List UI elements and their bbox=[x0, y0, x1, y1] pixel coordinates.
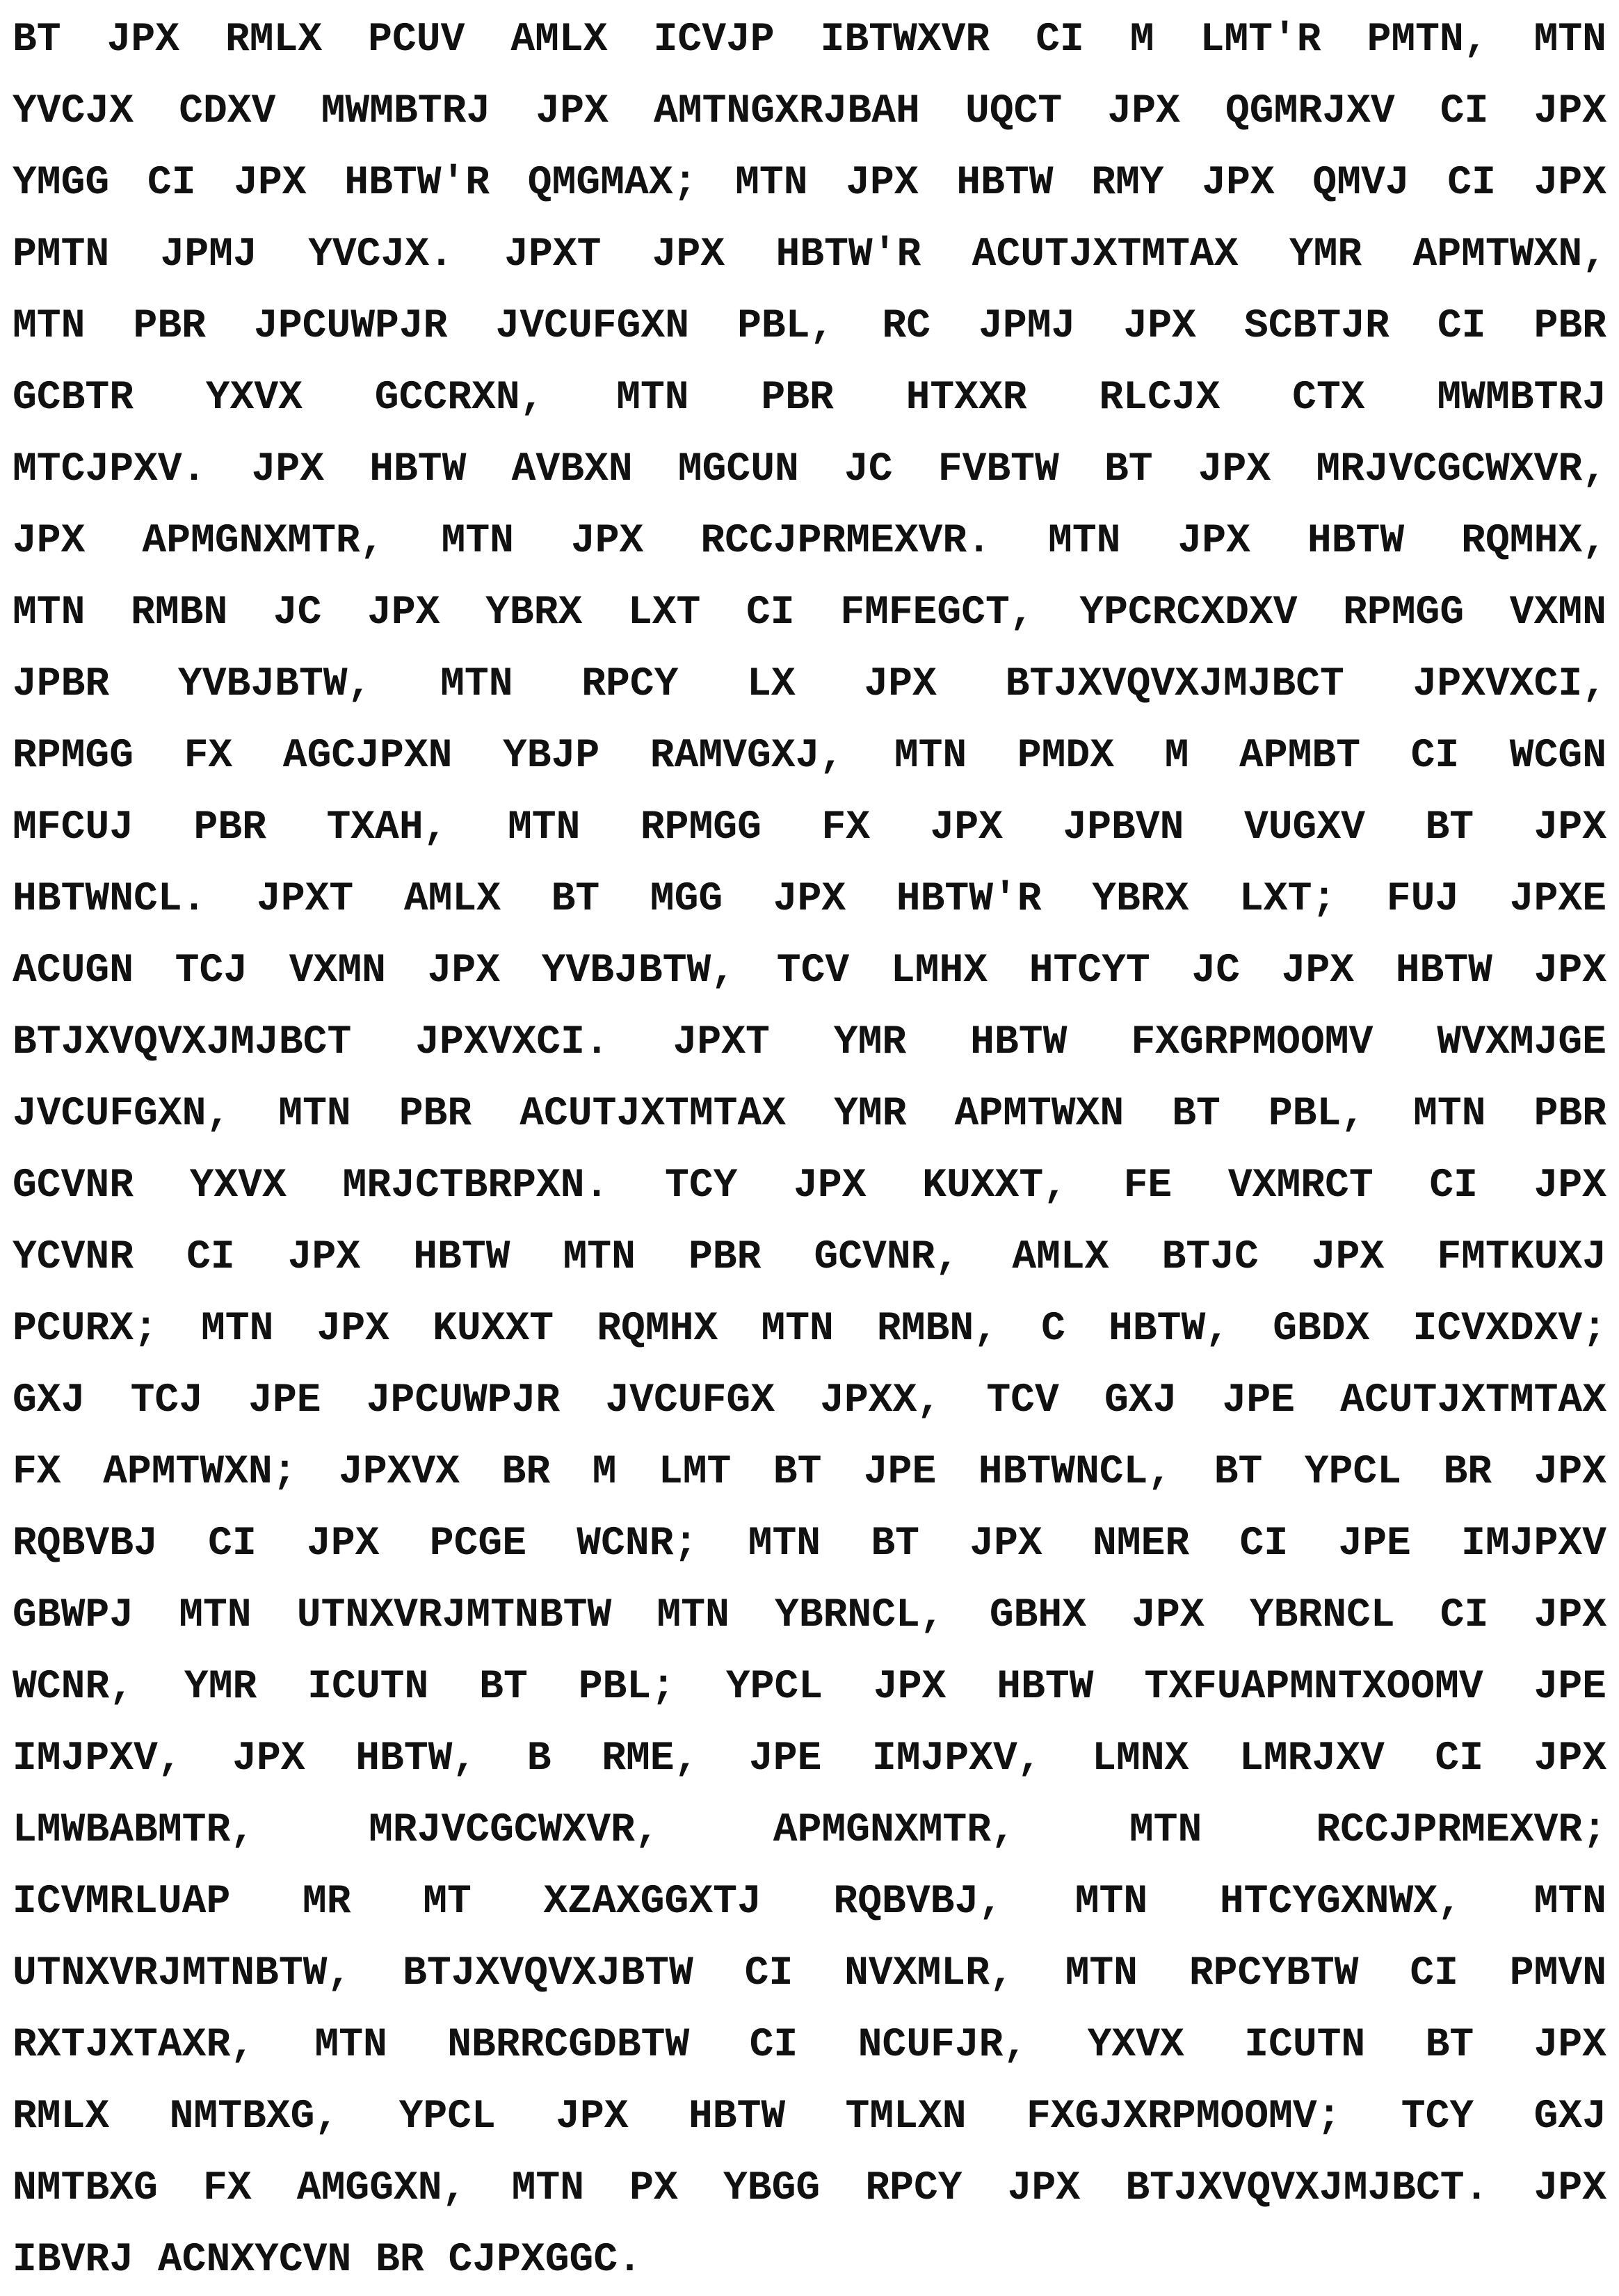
text-line bbox=[13, 864, 1606, 935]
text-line-content: MTCJPXV. JPX HBTW AVBXN MGCUN JC FVBTW BT JPX MRJVCGCWXVR, bbox=[13, 447, 1606, 492]
text-line-content: RQBVBJ CI JPX PCGE WCNR; MTN BT JPX NMER CI JPE IMJPXV bbox=[13, 1521, 1606, 1567]
text-line-content: JPX APMGNXMTR, MTN JPX RCCJPRMEXVR. MTN JPX HBTW RQMHX, bbox=[13, 519, 1606, 564]
text-line bbox=[13, 76, 1606, 147]
text-line-content: GCBTR YXVX GCCRXN, MTN PBR HTXXR RLCJX CTX MWMBTRJ bbox=[13, 375, 1606, 421]
text-line bbox=[13, 1365, 1606, 1437]
text-line-content: RPMGG FX AGCJPXN YBJP RAMVGXJ, MTN PMDX M APMBT CI WCGN bbox=[13, 734, 1606, 779]
text-line-content: RXTJXTAXR, MTN NBRRCGDBTW CI NCUFJR, YXVX ICUTN BT JPX bbox=[13, 2023, 1606, 2068]
text-line bbox=[13, 1651, 1606, 1723]
text-line-content: HBTWNCL. JPXT AMLX BT MGG JPX HBTW'R YBRX LXT; FUJ JPXE bbox=[13, 877, 1606, 922]
text-line bbox=[13, 291, 1606, 362]
text-line bbox=[13, 720, 1606, 792]
text-line-content: YMGG CI JPX HBTW'R QMGMAX; MTN JPX HBTW RMY JPX QMVJ CI JPX bbox=[13, 161, 1606, 206]
text-line bbox=[13, 1938, 1606, 2010]
text-line-content: UTNXVRJMTNBTW, BTJXVQVXJBTW CI NVXMLR, MTN RPCYBTW CI PMVN bbox=[13, 1951, 1606, 1996]
text-line bbox=[13, 1150, 1606, 1222]
text-line-content: MTN RMBN JC JPX YBRX LXT CI FMFEGCT, YPCRCXDXV RPMGG VXMN bbox=[13, 590, 1606, 636]
text-line-content: GBWPJ MTN UTNXVRJMTNBTW MTN YBRNCL, GBHX JPX YBRNCL CI JPX bbox=[13, 1593, 1606, 1638]
text-line-content: JPBR YVBJBTW, MTN RPCY LX JPX BTJXVQVXJMJBCT JPXVXCI, bbox=[13, 662, 1606, 707]
text-line-content: NMTBXG FX AMGGXN, MTN PX YBGG RPCY JPX BTJXVQVXJMJBCT. JPX bbox=[13, 2166, 1606, 2211]
text-line bbox=[13, 792, 1606, 864]
text-line bbox=[13, 649, 1606, 720]
text-line bbox=[13, 434, 1606, 506]
text-line bbox=[13, 1007, 1606, 1078]
text-line-content: JVCUFGXN, MTN PBR ACUTJXTMTAX YMR APMTWXN BT PBL, MTN PBR bbox=[13, 1092, 1606, 1137]
text-line bbox=[13, 1866, 1606, 1938]
text-line bbox=[13, 577, 1606, 649]
text-line-content: ACUGN TCJ VXMN JPX YVBJBTW, TCV LMHX HTCYT JC JPX HBTW JPX bbox=[13, 948, 1606, 994]
text-line bbox=[13, 2153, 1606, 2224]
text-line bbox=[13, 362, 1606, 434]
text-line bbox=[13, 935, 1606, 1007]
text-line-content: PCURX; MTN JPX KUXXT RQMHX MTN RMBN, C HBTW, GBDX ICVXDXV; bbox=[13, 1307, 1606, 1352]
cipher-text-block bbox=[13, 4, 1606, 2296]
text-line bbox=[13, 1580, 1606, 1651]
text-line-content: IBVRJ ACNXYCVN BR CJPXGGC. bbox=[13, 2238, 642, 2283]
text-line-content: YCVNR CI JPX HBTW MTN PBR GCVNR, AMLX BTJC JPX FMTKUXJ bbox=[13, 1235, 1606, 1280]
text-line bbox=[13, 4, 1606, 76]
text-line bbox=[13, 1293, 1606, 1365]
text-line bbox=[13, 1795, 1606, 1866]
text-line bbox=[13, 2081, 1606, 2153]
text-line-content: IMJPXV, JPX HBTW, B RME, JPE IMJPXV, LMNX LMRJXV CI JPX bbox=[13, 1736, 1606, 1781]
text-line-content: PMTN JPMJ YVCJX. JPXT JPX HBTW'R ACUTJXTMTAX YMR APMTWXN, bbox=[13, 232, 1606, 277]
text-line-content: ICVMRLUAP MR MT XZAXGGXTJ RQBVBJ, MTN HTCYGXNWX, MTN bbox=[13, 1879, 1606, 1925]
text-line-content: FX APMTWXN; JPXVX BR M LMT BT JPE HBTWNCL, BT YPCL BR JPX bbox=[13, 1450, 1606, 1495]
text-line bbox=[13, 1508, 1606, 1580]
text-line bbox=[13, 2224, 1606, 2296]
text-line-content: LMWBABMTR, MRJVCGCWXVR, APMGNXMTR, MTN RCCJPRMEXVR; bbox=[13, 1808, 1606, 1853]
text-line-content: GCVNR YXVX MRJCTBRPXN. TCY JPX KUXXT, FE VXMRCT CI JPX bbox=[13, 1163, 1606, 1208]
text-line-content: WCNR, YMR ICUTN BT PBL; YPCL JPX HBTW TXFUAPMNTXOOMV JPE bbox=[13, 1665, 1606, 1710]
text-line bbox=[13, 1723, 1606, 1795]
text-line bbox=[13, 147, 1606, 219]
text-line bbox=[13, 219, 1606, 291]
text-line-content: GXJ TCJ JPE JPCUWPJR JVCUFGX JPXX, TCV GXJ JPE ACUTJXTMTAX bbox=[13, 1378, 1606, 1423]
text-line-content: YVCJX CDXV MWMBTRJ JPX AMTNGXRJBAH UQCT JPX QGMRJXV CI JPX bbox=[13, 89, 1606, 134]
text-line-content: BTJXVQVXJMJBCT JPXVXCI. JPXT YMR HBTW FXGRPMOOMV WVXMJGE bbox=[13, 1020, 1606, 1065]
text-line-content: MTN PBR JPCUWPJR JVCUFGXN PBL, RC JPMJ JPX SCBTJR CI PBR bbox=[13, 304, 1606, 349]
text-line bbox=[13, 1437, 1606, 1508]
text-line bbox=[13, 1222, 1606, 1293]
text-line bbox=[13, 506, 1606, 577]
text-line-content: MFCUJ PBR TXAH, MTN RPMGG FX JPX JPBVN VUGXV BT JPX bbox=[13, 805, 1606, 850]
text-line bbox=[13, 2010, 1606, 2081]
text-line-content: BT JPX RMLX PCUV AMLX ICVJP IBTWXVR CI M LMT'R PMTN, MTN bbox=[13, 17, 1606, 63]
text-line bbox=[13, 1078, 1606, 1150]
text-line-content: RMLX NMTBXG, YPCL JPX HBTW TMLXN FXGJXRPMOOMV; TCY GXJ bbox=[13, 2094, 1606, 2140]
